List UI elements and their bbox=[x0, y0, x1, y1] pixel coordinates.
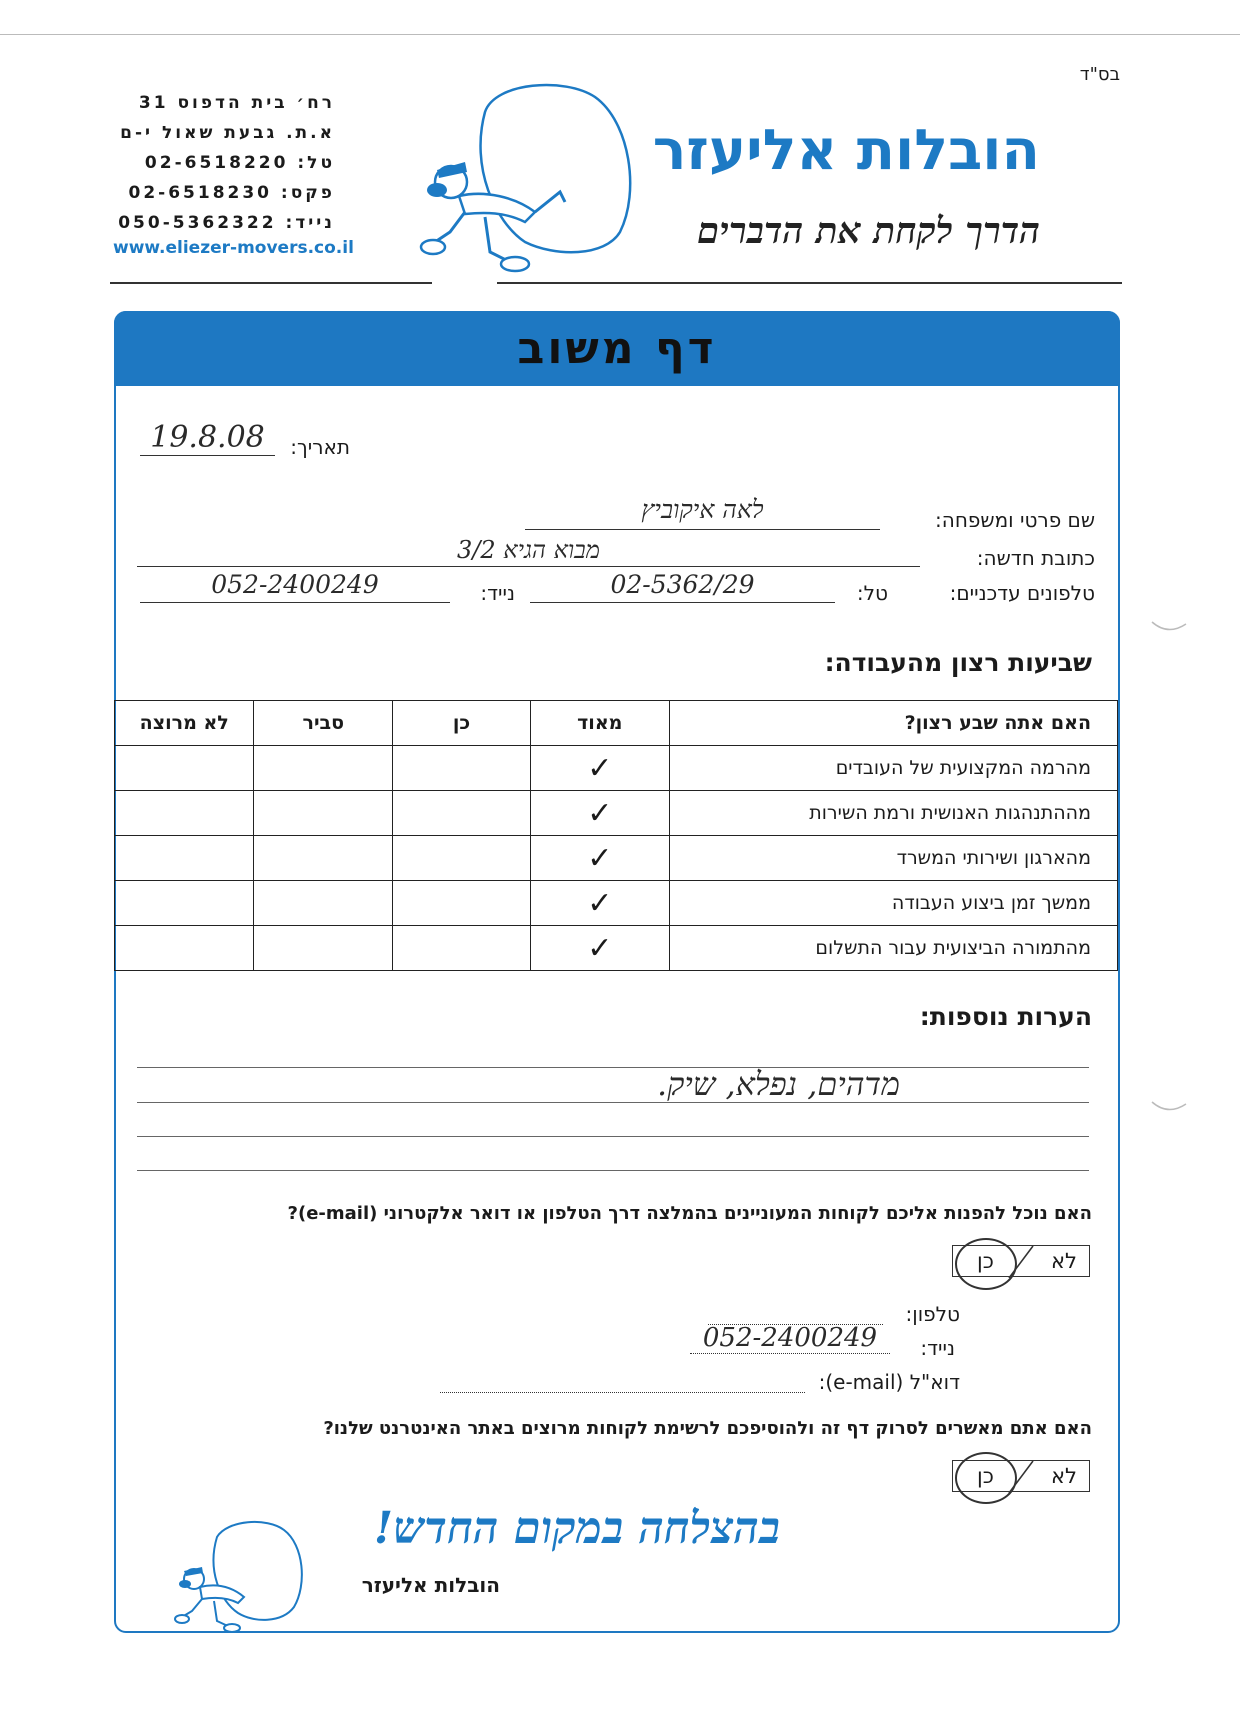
address-line-2: א.ת. גבעת שאול י-ם bbox=[120, 123, 335, 143]
company-contact-block bbox=[105, 88, 335, 238]
punch-hole-mark bbox=[1150, 618, 1190, 638]
new-address-label: כתובת חדשה: bbox=[976, 546, 1095, 570]
checkmark[interactable]: ✓ bbox=[530, 926, 669, 971]
form-title: דף משוב bbox=[517, 323, 717, 374]
table-row bbox=[115, 791, 1118, 836]
note-line bbox=[137, 1136, 1089, 1137]
cell-not-satisfied[interactable] bbox=[115, 836, 254, 881]
referral-mobile-value[interactable]: 052-2400249 bbox=[690, 1323, 890, 1354]
table-row bbox=[115, 926, 1118, 971]
col-header-very: מאוד bbox=[530, 701, 669, 746]
date-value[interactable]: 19.8.08 bbox=[140, 420, 275, 456]
row-label: מהרמה המקצועית של העובדים bbox=[669, 746, 1117, 791]
referral-question: האם נוכל להפנות אליכם לקוחות המעוניינים בהמלצה דרך הטלפון או דואר אלקטרוני (e-mail)? bbox=[287, 1203, 1092, 1224]
table-row bbox=[115, 881, 1118, 926]
referral-phone-label: טלפון: bbox=[905, 1302, 960, 1326]
publish-question: האם אתם מאשרים לסרוק דף זה ולהוסיפכם לרשימת לקוחות מרוצים באתר האינטרנט שלנו? bbox=[323, 1418, 1092, 1439]
cell-not-satisfied[interactable] bbox=[115, 791, 254, 836]
checkmark[interactable]: ✓ bbox=[530, 791, 669, 836]
table-row bbox=[115, 746, 1118, 791]
satisfaction-title: שביעות רצון מהעבודה: bbox=[824, 648, 1092, 677]
col-header-not-satisfied: לא מרוצה bbox=[115, 701, 254, 746]
row-label: מהארגון ושירותי המשרד bbox=[669, 836, 1117, 881]
row-label: ממשך זמן ביצוע העבודה bbox=[669, 881, 1117, 926]
row-label: מהתמורה הביצועית עבור התשלום bbox=[669, 926, 1117, 971]
form-title-bar bbox=[114, 311, 1120, 386]
tel-value[interactable]: 02-5362/29 bbox=[530, 570, 835, 603]
cell-yes[interactable] bbox=[393, 836, 531, 881]
header-divider-right bbox=[497, 282, 1122, 284]
table-header-row bbox=[115, 701, 1118, 746]
referral-mobile-label: נייד: bbox=[920, 1336, 955, 1360]
bsd-mark: בס"ד bbox=[1079, 64, 1120, 85]
cell-reasonable[interactable] bbox=[254, 881, 393, 926]
website-link[interactable]: www.eliezer-movers.co.il bbox=[113, 238, 354, 258]
publish-no-option[interactable]: לא bbox=[1051, 1464, 1077, 1488]
tel-label: טל: bbox=[856, 581, 888, 605]
col-header-reasonable: סביר bbox=[254, 701, 393, 746]
cell-not-satisfied[interactable] bbox=[115, 926, 254, 971]
date-label: תאריך: bbox=[290, 435, 350, 459]
phone-line: טל: 02-6518220 bbox=[144, 153, 335, 173]
fax-line: פקס: 02-6518230 bbox=[128, 183, 335, 203]
referral-phone-field[interactable] bbox=[708, 1300, 883, 1325]
satisfaction-table bbox=[114, 700, 1118, 971]
table-row bbox=[115, 836, 1118, 881]
scan-edge-line bbox=[0, 34, 1240, 35]
row-label: מההתנהגות האנושית ורמת השירות bbox=[669, 791, 1117, 836]
cell-not-satisfied[interactable] bbox=[115, 881, 254, 926]
name-value[interactable]: לאה איקוביץ bbox=[525, 495, 880, 530]
footer-company-name: הובלות אליעזר bbox=[361, 1573, 500, 1597]
cell-yes[interactable] bbox=[393, 881, 531, 926]
referral-email-field[interactable] bbox=[440, 1368, 805, 1393]
cell-reasonable[interactable] bbox=[254, 746, 393, 791]
checkmark[interactable]: ✓ bbox=[530, 836, 669, 881]
notes-text[interactable]: מדהים, נפלא, שיק. bbox=[657, 1065, 900, 1103]
cell-yes[interactable] bbox=[393, 791, 531, 836]
company-name: הובלות אליעזר bbox=[652, 118, 1040, 183]
checkmark[interactable]: ✓ bbox=[530, 746, 669, 791]
referral-yes-circle bbox=[955, 1238, 1017, 1290]
referral-email-label: דוא"ל (e-mail): bbox=[818, 1370, 960, 1394]
checkmark[interactable]: ✓ bbox=[530, 881, 669, 926]
punch-hole-mark bbox=[1150, 1098, 1190, 1118]
cell-reasonable[interactable] bbox=[254, 836, 393, 881]
question-header: האם אתה שבע רצון? bbox=[669, 701, 1117, 746]
notes-title: הערות נוספות: bbox=[919, 1002, 1092, 1031]
cell-not-satisfied[interactable] bbox=[115, 746, 254, 791]
publish-yes-option[interactable]: כן bbox=[977, 1464, 994, 1488]
mobile-value[interactable]: 052-2400249 bbox=[140, 570, 450, 603]
cell-reasonable[interactable] bbox=[254, 791, 393, 836]
new-address-value[interactable]: מבוא הגיא 3/2 bbox=[137, 536, 920, 567]
cell-yes[interactable] bbox=[393, 926, 531, 971]
name-label: שם פרטי ומשפחה: bbox=[935, 508, 1095, 532]
company-slogan: הדרך לקחת את הדברים bbox=[696, 210, 1040, 252]
mobile-line: נייד: 050-5362322 bbox=[118, 213, 335, 233]
footer-slogan: בהצלחה במקום החדש! bbox=[373, 1503, 780, 1554]
mobile-label: נייד: bbox=[480, 581, 515, 605]
col-header-yes: כן bbox=[393, 701, 531, 746]
address-line-1: רח׳ בית הדפוס 31 bbox=[138, 93, 335, 113]
cell-reasonable[interactable] bbox=[254, 926, 393, 971]
referral-yes-option[interactable]: כן bbox=[977, 1249, 994, 1273]
publish-yes-circle bbox=[955, 1452, 1017, 1504]
mover-mascot-small bbox=[172, 1515, 307, 1635]
cell-yes[interactable] bbox=[393, 746, 531, 791]
current-phones-label: טלפונים עדכניים: bbox=[949, 581, 1095, 605]
note-line bbox=[137, 1170, 1089, 1171]
header-divider-left bbox=[110, 282, 432, 284]
mover-mascot-logo bbox=[415, 72, 640, 282]
referral-no-option[interactable]: לא bbox=[1051, 1249, 1077, 1273]
